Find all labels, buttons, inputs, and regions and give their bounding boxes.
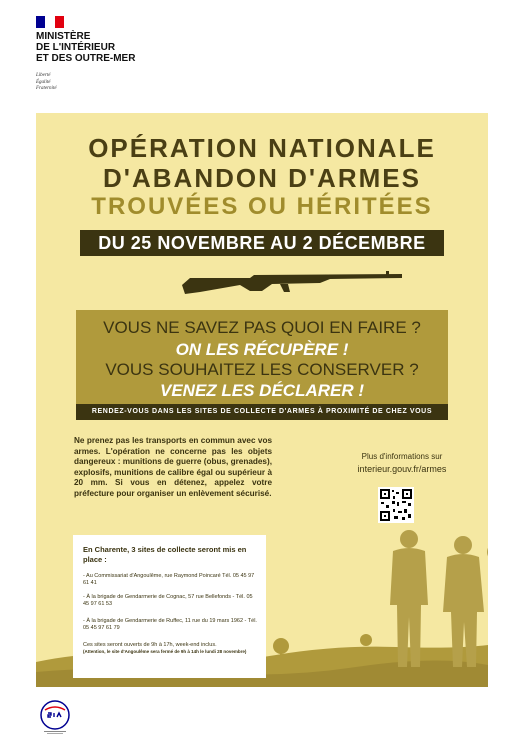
qr-code-icon[interactable] bbox=[378, 487, 414, 523]
question-2: VOUS SOUHAITEZ LES CONSERVER ? bbox=[105, 360, 419, 379]
poster bbox=[36, 113, 488, 687]
republic-motto: Liberté Égalité Fraternité bbox=[36, 73, 57, 91]
rifle-icon bbox=[180, 261, 405, 301]
collection-sites-box bbox=[73, 535, 266, 678]
opening-hours: Ces sites seront ouverts de 9h à 17h, week-end inclus. bbox=[83, 642, 217, 648]
ministry-name: MINISTÈRE DE L'INTÉRIEUR ET DES OUTRE-MER bbox=[36, 31, 136, 64]
rendezvous-banner: RENDEZ-VOUS DANS LES SITES DE COLLECTE D'ARMES À PROXIMITÉ DE CHEZ VOUS bbox=[76, 404, 448, 420]
collection-sites-heading: En Charente, 3 sites de collecte seront mis en place : bbox=[83, 545, 247, 564]
instructions-text: Ne prenez pas les transports en commun avec vos armes. L'opération ne concerne pas les objets dangereux : munitions de guerre (obus, grenades), explosifs, munitions de calibre égal ou supérieur à 20 mm. Si vous en détenez, appelez votre préfecture pour organiser un enlèvement sécurisé. bbox=[74, 436, 272, 498]
french-flag-icon bbox=[36, 16, 64, 28]
opening-hours-note: (Attention, le site d'Angoulême sera fermé de 9h à 14h le lundi 28 novembre) bbox=[83, 649, 247, 654]
questions-box bbox=[76, 310, 448, 404]
title-line-2: D'ABANDON D'ARMES bbox=[103, 163, 421, 193]
date-banner: DU 25 NOVEMBRE AU 2 DÉCEMBRE bbox=[80, 230, 444, 256]
site-angouleme: - Au Commissariat d'Angoulême, rue Raymond Poincaré Tél. 05 45 97 61 41 bbox=[83, 573, 255, 586]
site-cognac: - À la brigade de Gendarmerie de Cognac, 57 rue Bellefonds - Tél. 05 45 97 61 53 bbox=[83, 594, 253, 607]
answer-1: ON LES RÉCUPÈRE ! bbox=[175, 340, 349, 359]
answer-2: VENEZ LES DÉCLARER ! bbox=[159, 381, 365, 400]
question-1: VOUS NE SAVEZ PAS QUOI EN FAIRE ? bbox=[103, 318, 421, 337]
more-info-link[interactable]: interieur.gouv.fr/armes bbox=[357, 464, 447, 474]
more-info-label: Plus d'informations sur bbox=[361, 452, 443, 461]
title-line-1: OPÉRATION NATIONALE bbox=[88, 133, 436, 163]
title-line-3: TROUVÉES OU HÉRITÉES bbox=[91, 193, 433, 220]
site-ruffec: - À la brigade de Gendarmerie de Ruffec, 11 rue du 19 mars 1962 - Tél. 05 45 97 61 79 bbox=[83, 618, 257, 631]
sia-logo-icon bbox=[38, 700, 72, 736]
